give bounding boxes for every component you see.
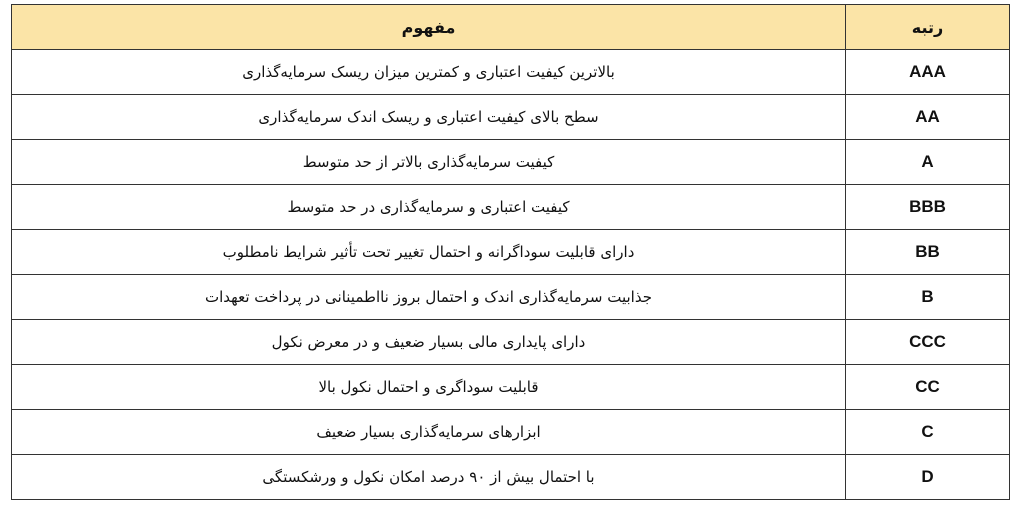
grade-cell: BBB xyxy=(846,185,1010,230)
concept-cell: دارای قابلیت سوداگرانه و احتمال تغییر تحت تأثیر شرایط نامطلوب xyxy=(12,230,846,275)
grade-cell: BB xyxy=(846,230,1010,275)
table-row xyxy=(12,365,1010,410)
table-row xyxy=(12,140,1010,185)
header-concept: مفهوم xyxy=(12,5,846,50)
table-row xyxy=(12,230,1010,275)
table-row xyxy=(12,50,1010,95)
concept-cell: با احتمال بیش از ۹۰ درصد امکان نکول و ورشکستگی xyxy=(12,455,846,500)
credit-rating-table xyxy=(11,4,1010,500)
grade-cell: C xyxy=(846,410,1010,455)
header-grade: رتبه xyxy=(846,5,1010,50)
concept-cell: کیفیت اعتباری و سرمایه‌گذاری در حد متوسط xyxy=(12,185,846,230)
concept-cell: کیفیت سرمایه‌گذاری بالاتر از حد متوسط xyxy=(12,140,846,185)
grade-cell: CCC xyxy=(846,320,1010,365)
table-row xyxy=(12,185,1010,230)
grade-cell: AAA xyxy=(846,50,1010,95)
concept-cell: سطح بالای کیفیت اعتباری و ریسک اندک سرمایه‌گذاری xyxy=(12,95,846,140)
table-row xyxy=(12,275,1010,320)
concept-cell: قابلیت سوداگری و احتمال نکول بالا xyxy=(12,365,846,410)
grade-cell: CC xyxy=(846,365,1010,410)
concept-cell: جذابیت سرمایه‌گذاری اندک و احتمال بروز نااطمینانی در پرداخت تعهدات xyxy=(12,275,846,320)
grade-cell: AA xyxy=(846,95,1010,140)
table-row xyxy=(12,95,1010,140)
grade-cell: D xyxy=(846,455,1010,500)
concept-cell: دارای پایداری مالی بسیار ضعیف و در معرض نکول xyxy=(12,320,846,365)
concept-cell: ابزارهای سرمایه‌گذاری بسیار ضعیف xyxy=(12,410,846,455)
table-row xyxy=(12,455,1010,500)
table-row xyxy=(12,320,1010,365)
grade-cell: B xyxy=(846,275,1010,320)
table-header-row xyxy=(12,5,1010,50)
grade-cell: A xyxy=(846,140,1010,185)
concept-cell: بالاترین کیفیت اعتباری و کمترین میزان ریسک سرمایه‌گذاری xyxy=(12,50,846,95)
table-row xyxy=(12,410,1010,455)
